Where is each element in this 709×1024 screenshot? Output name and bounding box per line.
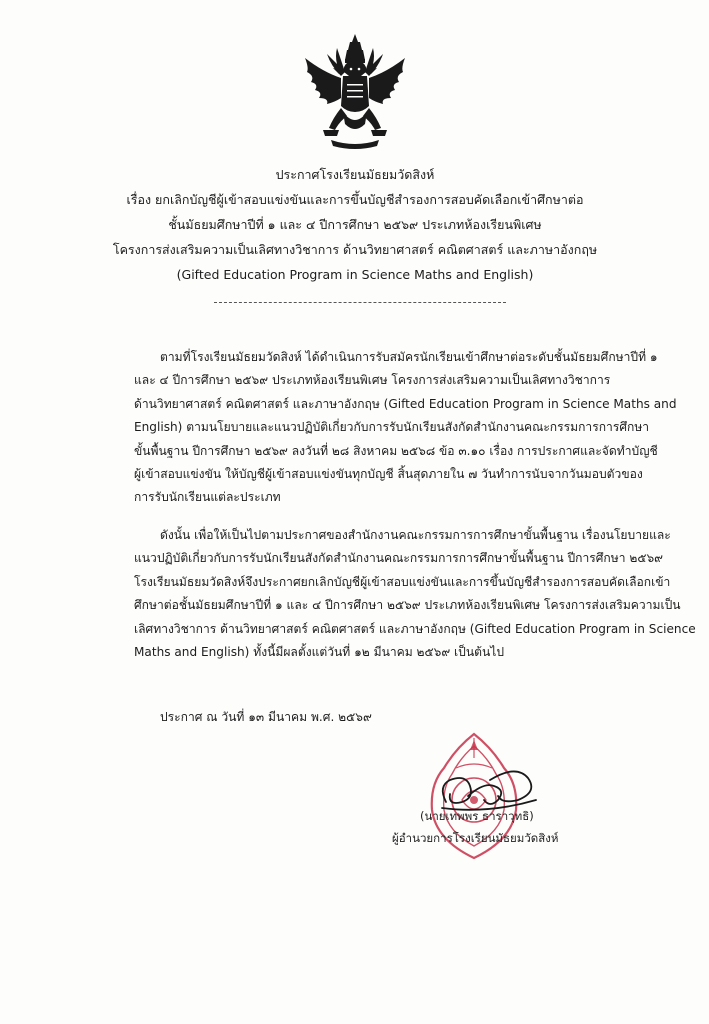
garuda-emblem-icon xyxy=(303,32,407,150)
paragraph-2-line: เลิศทางวิชาการ ด้านวิทยาศาสตร์ คณิตศาสตร์ และภาษาอังกฤษ (Gifted Education Program in Science xyxy=(134,621,696,636)
paragraph-2-line: ดังนั้น เพื่อให้เป็นไปตามประกาศของสำนักงานคณะกรรมการการศึกษาขั้นพื้นฐาน เรื่องนโยบายและ xyxy=(160,528,671,542)
paragraph-2-line: แนวปฏิบัติเกี่ยวกับการรับนักเรียนสังกัดสำนักงานคณะกรรมการการศึกษาขั้นพื้นฐาน ปีการศึกษา ๒๕๖๙ xyxy=(134,551,664,566)
paragraph-1-line: ด้านวิทยาศาสตร์ คณิตศาสตร์ และภาษาอังกฤษ (Gifted Education Program in Science Maths and xyxy=(134,396,677,411)
announcement-header xyxy=(100,162,610,287)
signer-name: (นายเทพพร ธาราวุทธิ) xyxy=(420,809,534,823)
paragraph-2 xyxy=(134,524,696,664)
paragraph-1-line: ผู้เข้าสอบแข่งขัน ให้บัญชีผู้เข้าสอบแข่งขันทุกบัญชี สิ้นสุดภายใน ๗ วันทำการนับจากวันมอบตัวของ xyxy=(134,467,643,482)
paragraph-1 xyxy=(134,346,677,510)
paragraph-1-line: และ ๔ ปีการศึกษา ๒๕๖๙ ประเภทห้องเรียนพิเศษ โครงการส่งเสริมความเป็นเลิศทางวิชาการ xyxy=(134,373,611,388)
paragraph-1-line: ขั้นพื้นฐาน ปีการศึกษา ๒๕๖๙ ลงวันที่ ๒๘ สิงหาคม ๒๕๖๘ ข้อ ๓.๑๐ เรื่อง การประกาศและจัดทำบัญชี xyxy=(134,443,658,458)
paragraph-1-line: English) ตามนโยบายและแนวปฏิบัติเกี่ยวกับการรับนักเรียนสังกัดสำนักงานคณะกรรมการการศึกษา xyxy=(134,420,650,435)
header-line-2: เรื่อง ยกเลิกบัญชีผู้เข้าสอบแข่งขันและการขึ้นบัญชีสำรองการสอบคัดเลือกเข้าศึกษาต่อ xyxy=(126,192,584,207)
header-line-5: (Gifted Education Program in Science Maths and English) xyxy=(176,267,534,282)
signer-position: ผู้อำนวยการโรงเรียนมัธยมวัดสิงห์ xyxy=(392,831,559,845)
header-line-3: ชั้นมัธยมศึกษาปีที่ ๑ และ ๔ ปีการศึกษา ๒๕๖๙ ประเภทห้องเรียนพิเศษ xyxy=(168,217,542,232)
paragraph-2-line: Maths and English) ทั้งนี้มีผลตั้งแต่วันที่ ๑๒ มีนาคม ๒๕๖๙ เป็นต้นไป xyxy=(134,645,505,660)
paragraph-2-line: โรงเรียนมัธยมวัดสิงห์จึงประกาศยกเลิกบัญชีผู้เข้าสอบแข่งขันและการขึ้นบัญชีสำรองการสอบคัดเลือกเข้า xyxy=(134,574,671,589)
paragraph-2-line: ศึกษาต่อชั้นมัธยมศึกษาปีที่ ๑ และ ๔ ปีการศึกษา ๒๕๖๙ ประเภทห้องเรียนพิเศษ โครงการส่งเสริมความเป็น xyxy=(134,598,681,613)
header-line-1: ประกาศโรงเรียนมัธยมวัดสิงห์ xyxy=(275,167,435,182)
paragraph-1-line: ตามที่โรงเรียนมัธยมวัดสิงห์ ได้ดำเนินการรับสมัครนักเรียนเข้าศึกษาต่อระดับชั้นมัธยมศึกษาปีที่ ๑ xyxy=(160,350,658,364)
header-line-4: โครงการส่งเสริมความเป็นเลิศทางวิชาการ ด้านวิทยาศาสตร์ คณิตศาสตร์ และภาษาอังกฤษ xyxy=(112,242,598,257)
header-divider xyxy=(214,302,506,303)
announcement-date: ประกาศ ณ วันที่ ๑๓ มีนาคม พ.ศ. ๒๕๖๙ xyxy=(160,710,372,724)
paragraph-1-line: การรับนักเรียนแต่ละประเภท xyxy=(134,490,281,505)
